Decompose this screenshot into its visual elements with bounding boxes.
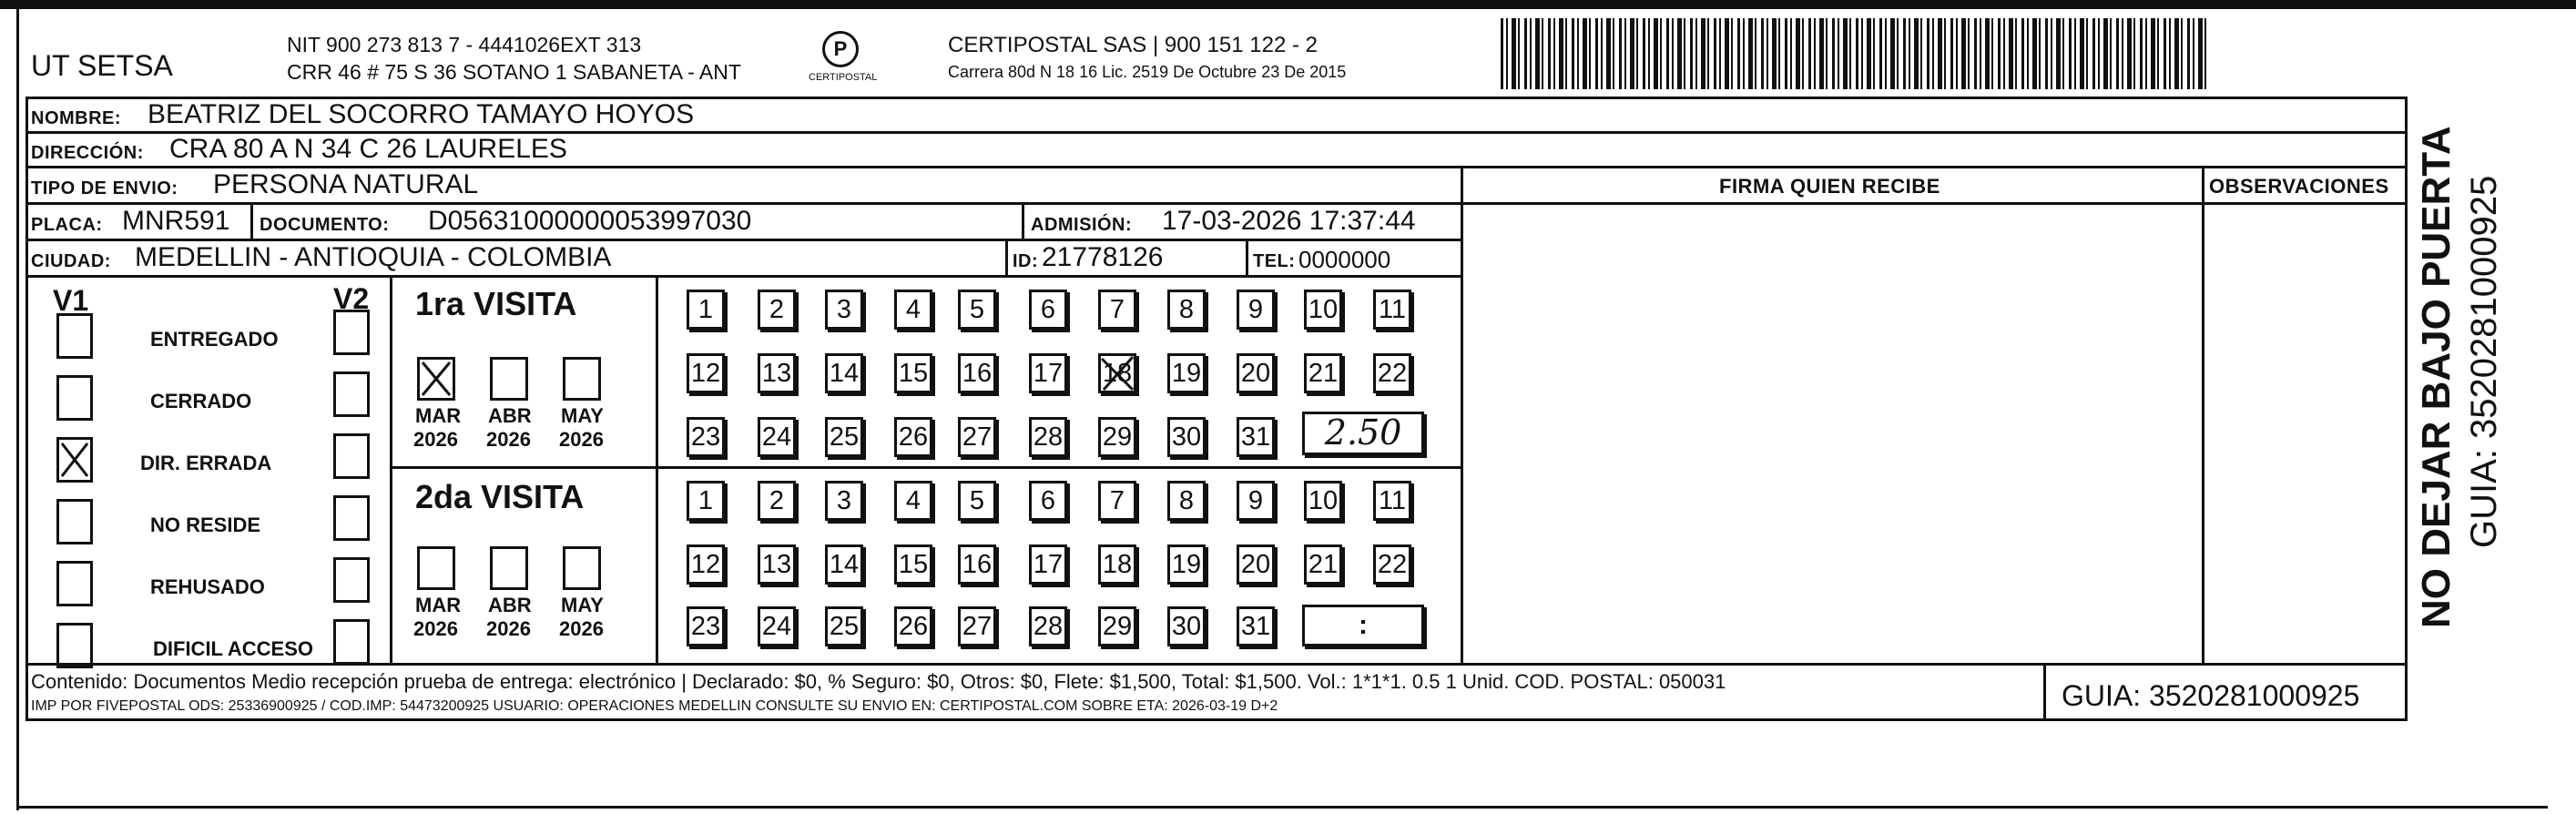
- check-x-icon: [420, 360, 453, 398]
- visit1-day-19[interactable]: 19: [1167, 353, 1206, 393]
- visit2-day-2[interactable]: 2: [758, 481, 796, 521]
- visit1-day-10[interactable]: 10: [1304, 290, 1342, 330]
- visit2-day-9[interactable]: 9: [1237, 481, 1275, 521]
- documento-value: D05631000000053997030: [428, 206, 752, 236]
- visit2-month-checkbox-abr[interactable]: [490, 546, 528, 590]
- visit2-day-11[interactable]: 11: [1373, 481, 1411, 521]
- visit1-day-20[interactable]: 20: [1237, 353, 1275, 393]
- top-border: [0, 0, 2576, 9]
- status-divider: [390, 275, 392, 663]
- id-divider: [1005, 239, 1008, 275]
- visit2-year-label: 2026: [559, 617, 604, 640]
- visit1-day-31[interactable]: 31: [1237, 417, 1275, 457]
- tel-divider: [1246, 239, 1248, 275]
- certipostal-logo-icon: P: [822, 31, 859, 67]
- firma-header: FIRMA QUIEN RECIBE: [1719, 175, 1940, 198]
- imp-line: IMP POR FIVEPOSTAL ODS: 25336900925 / COD.IMP: 54473200925 USUARIO: OPERACIONES MEDELLIN CONSULTE SU ENVIO EN: CERTIPOSTAL.COM SOBRE ETA: 2026-03-19 D+2: [31, 698, 1278, 714]
- visit2-day-24[interactable]: 24: [758, 606, 796, 646]
- visit1-month-label: ABR: [488, 404, 532, 427]
- visit2-day-19[interactable]: 19: [1167, 544, 1206, 585]
- nombre-label: NOMBRE:: [31, 108, 122, 128]
- visit1-month-label: MAR: [415, 404, 462, 427]
- visit2-day-8[interactable]: 8: [1167, 481, 1206, 521]
- v1-label: V1: [53, 284, 89, 317]
- v1-checkbox-cerrado[interactable]: [56, 375, 93, 421]
- visit1-day-26[interactable]: 26: [894, 417, 932, 457]
- v1-checkbox-entregado[interactable]: [56, 313, 93, 359]
- status-label-dir-errada: DIR. ERRADA: [140, 452, 272, 474]
- v2-label: V2: [333, 282, 370, 315]
- observaciones-header: OBSERVACIONES: [2209, 175, 2389, 198]
- visit2-day-12[interactable]: 12: [687, 544, 725, 585]
- visit1-day-27[interactable]: 27: [958, 417, 996, 457]
- no-dejar-bajo-puerta: NO DEJAR BAJO PUERTA: [2414, 126, 2459, 628]
- status-label-cerrado: CERRADO: [150, 390, 252, 412]
- visit1-day-22[interactable]: 22: [1373, 353, 1411, 393]
- admision-label: ADMISIÓN:: [1031, 215, 1133, 235]
- visit1-month-label: MAY: [561, 404, 604, 427]
- v2-checkbox-entregado[interactable]: [333, 310, 370, 355]
- visit2-day-20[interactable]: 20: [1237, 544, 1275, 585]
- certipostal-line-2: Carrera 80d N 18 16 Lic. 2519 De Octubre 23 De 2015: [948, 63, 1347, 81]
- tel-value: 0000000: [1298, 246, 1391, 273]
- visit2-title: 2da VISITA: [415, 478, 585, 515]
- visit1-day-9[interactable]: 9: [1237, 290, 1275, 330]
- observaciones-area[interactable]: [2204, 205, 2405, 663]
- visit1-day-7[interactable]: 7: [1098, 290, 1136, 330]
- nit-line-1: NIT 900 273 813 7 - 4441026EXT 313: [287, 33, 642, 56]
- visit2-year-label: 2026: [413, 617, 458, 640]
- status-label-dificil-acceso: DIFICIL ACCESO: [153, 637, 314, 660]
- placa-value: MNR591: [122, 206, 230, 236]
- v1-checkbox-rehusado[interactable]: [56, 561, 93, 606]
- visit1-day-12[interactable]: 12: [687, 353, 725, 393]
- visit1-day-13[interactable]: 13: [758, 353, 796, 393]
- direccion-label: DIRECCIÓN:: [31, 143, 144, 163]
- visit2-time-box[interactable]: [1302, 605, 1424, 646]
- status-label-no-reside: NO RESIDE: [150, 514, 261, 536]
- tel-label: TEL:: [1253, 251, 1296, 271]
- visit2-day-31[interactable]: 31: [1237, 606, 1275, 646]
- v2-checkbox-cerrado[interactable]: [333, 371, 370, 417]
- visit2-day-5[interactable]: 5: [958, 481, 996, 521]
- visit2-day-1[interactable]: 1: [687, 481, 725, 521]
- visit2-day-25[interactable]: 25: [825, 606, 863, 646]
- visit1-day-25[interactable]: 25: [825, 417, 863, 457]
- visit2-day-28[interactable]: 28: [1029, 606, 1067, 646]
- visit2-day-15[interactable]: 15: [894, 544, 932, 585]
- visit2-day-10[interactable]: 10: [1304, 481, 1342, 521]
- visit1-day-2[interactable]: 2: [758, 290, 796, 330]
- ciudad-value: MEDELLIN - ANTIOQUIA - COLOMBIA: [135, 242, 612, 272]
- placa-divider: [250, 202, 253, 239]
- visit2-time-placeholder: :: [1359, 610, 1368, 640]
- visit1-day-17[interactable]: 17: [1029, 353, 1067, 393]
- visit2-day-27[interactable]: 27: [958, 606, 996, 646]
- visit2-month-label: MAR: [415, 594, 462, 616]
- visit2-day-6[interactable]: 6: [1029, 481, 1067, 521]
- visit1-day-21[interactable]: 21: [1304, 353, 1342, 393]
- visit1-month-checkbox-abr[interactable]: [490, 357, 528, 401]
- visit2-day-18[interactable]: 18: [1098, 544, 1136, 585]
- visit1-day-6[interactable]: 6: [1029, 290, 1067, 330]
- certipostal-line-1: CERTIPOSTAL SAS | 900 151 122 - 2: [948, 33, 1318, 57]
- status-label-entregado: ENTREGADO: [150, 328, 279, 351]
- visit2-day-23[interactable]: 23: [687, 606, 725, 646]
- admision-divider: [1022, 202, 1024, 239]
- visit2-day-14[interactable]: 14: [825, 544, 863, 585]
- contenido-line: Contenido: Documentos Medio recepción prueba de entrega: electrónico | Declarado: $0, % Seguro: $0, Otros: $0, Flete: $1,500, Total: $1,500. Vol.: 1*1*1. 0.5 1 Unid. COD. POSTAL: 050031: [31, 670, 1726, 693]
- visit2-day-16[interactable]: 16: [958, 544, 996, 585]
- tipo-envio-label: TIPO DE ENVIO:: [31, 178, 178, 198]
- visit2-day-26[interactable]: 26: [894, 606, 932, 646]
- visit1-year-label: 2026: [486, 428, 531, 451]
- visit2-day-7[interactable]: 7: [1098, 481, 1136, 521]
- visit1-day-8[interactable]: 8: [1167, 290, 1206, 330]
- visit-month-divider: [656, 275, 658, 663]
- placa-label: PLACA:: [31, 215, 103, 235]
- v2-checkbox-dir-errada[interactable]: [333, 433, 370, 479]
- visit1-month-checkbox-mar[interactable]: [417, 357, 455, 401]
- visit1-day-16[interactable]: 16: [958, 353, 996, 393]
- visit1-day-4[interactable]: 4: [894, 290, 932, 330]
- side-guia: GUIA: 3520281000925: [2464, 175, 2504, 548]
- ciudad-label: CIUDAD:: [31, 251, 111, 271]
- v2-checkbox-rehusado[interactable]: [333, 557, 370, 603]
- visit1-day-24[interactable]: 24: [758, 417, 796, 457]
- visit1-day-3[interactable]: 3: [825, 290, 863, 330]
- left-border: [16, 9, 19, 810]
- visit2-day-29[interactable]: 29: [1098, 606, 1136, 646]
- v1-checkbox-no-reside[interactable]: [56, 499, 93, 544]
- visit1-time-box[interactable]: [1302, 412, 1424, 455]
- visit1-month-checkbox-may[interactable]: [563, 357, 601, 401]
- visit2-month-label: ABR: [488, 594, 532, 616]
- guia-barcode: [1501, 18, 2209, 89]
- visit2-day-4[interactable]: 4: [894, 481, 932, 521]
- visit2-year-label: 2026: [486, 617, 531, 640]
- visit1-time-value: 2.50: [1324, 412, 1402, 453]
- bottom-border: [16, 806, 2548, 809]
- visit2-day-13[interactable]: 13: [758, 544, 796, 585]
- visit1-day-29[interactable]: 29: [1098, 417, 1136, 457]
- admision-value: 17-03-2026 17:37:44: [1162, 206, 1416, 236]
- visit1-title: 1ra VISITA: [415, 285, 577, 322]
- signature-area[interactable]: [1463, 205, 2202, 663]
- row-divider-5: [25, 275, 1462, 278]
- visit1-day-23[interactable]: 23: [687, 417, 725, 457]
- documento-label: DOCUMENTO:: [260, 215, 390, 235]
- visit2-day-22[interactable]: 22: [1373, 544, 1411, 585]
- visit2-day-17[interactable]: 17: [1029, 544, 1067, 585]
- company-name: UT SETSA: [31, 49, 173, 82]
- v2-checkbox-dificil-acceso[interactable]: [333, 619, 370, 665]
- visit1-day-14[interactable]: 14: [825, 353, 863, 393]
- row-divider-2: [25, 166, 2408, 168]
- visit1-day-11[interactable]: 11: [1373, 290, 1411, 330]
- visit1-day-30[interactable]: 30: [1167, 417, 1206, 457]
- v1-checkbox-dir-errada[interactable]: [56, 437, 93, 483]
- visit1-day-28[interactable]: 28: [1029, 417, 1067, 457]
- nombre-value: BEATRIZ DEL SOCORRO TAMAYO HOYOS: [148, 99, 695, 129]
- guia-footer-divider: [2043, 663, 2046, 721]
- visit1-year-label: 2026: [559, 428, 604, 451]
- visit1-day-18[interactable]: 18: [1098, 353, 1136, 393]
- visit2-day-30[interactable]: 30: [1167, 606, 1206, 646]
- visit2-day-21[interactable]: 21: [1304, 544, 1342, 585]
- visit2-month-label: MAY: [561, 594, 604, 616]
- v1-checkbox-dificil-acceso[interactable]: [56, 623, 93, 668]
- nit-line-2: CRR 46 # 75 S 36 SOTANO 1 SABANETA - ANT: [287, 60, 741, 84]
- visit1-year-label: 2026: [413, 428, 458, 451]
- footer-guia: GUIA: 3520281000925: [2062, 679, 2360, 712]
- direccion-value: CRA 80 A N 34 C 26 LAURELES: [169, 134, 567, 164]
- id-value: 21778126: [1042, 242, 1164, 272]
- visit2-month-checkbox-mar[interactable]: [417, 546, 455, 590]
- tipo-envio-value: PERSONA NATURAL: [213, 169, 479, 199]
- id-label: ID:: [1013, 251, 1039, 271]
- visit2-day-3[interactable]: 3: [825, 481, 863, 521]
- v2-checkbox-no-reside[interactable]: [333, 495, 370, 541]
- visit2-month-checkbox-may[interactable]: [563, 546, 601, 590]
- visit1-day-5[interactable]: 5: [958, 290, 996, 330]
- check-x-icon: [59, 440, 90, 480]
- visit1-day-mark-icon: [1098, 353, 1136, 393]
- visit1-day-1[interactable]: 1: [687, 290, 725, 330]
- logo-caption: CERTIPOSTAL: [809, 72, 878, 83]
- status-label-rehusado: REHUSADO: [150, 575, 265, 598]
- visit-divider: [390, 466, 1462, 469]
- footer-divider: [25, 663, 2408, 666]
- visit1-day-15[interactable]: 15: [894, 353, 932, 393]
